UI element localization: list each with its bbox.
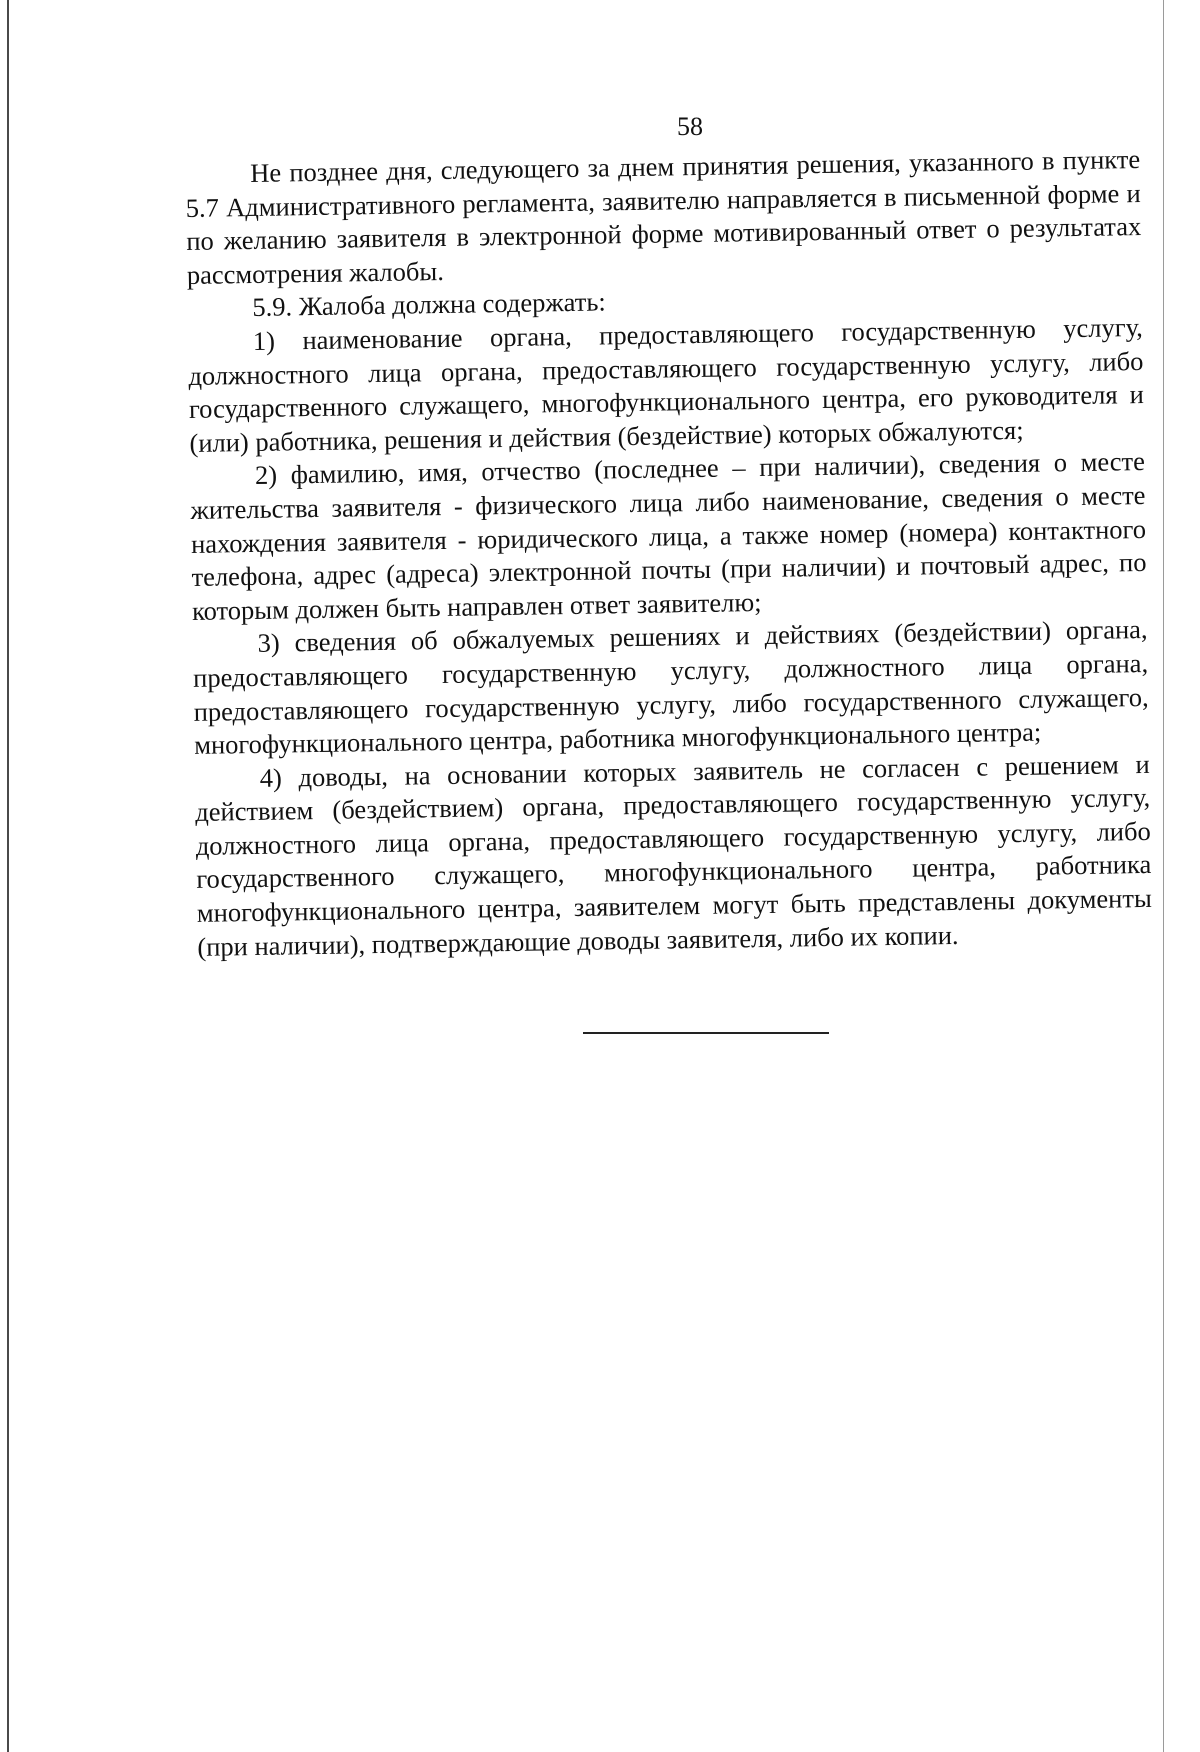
list-item-4: 4) доводы, на основании которых заявитель не согласен с решением и действием (бездействием) органа, предоставляющего государственную услугу, должностного лица органа, предоставляющего государственную услугу, либо государственного служащего, многофункционального центра, работника многофункционального центра, заявителем могут быть представлены документы (при наличии), подтверждающие доводы заявителя, либо их копии. (195, 748, 1152, 962)
page-number: 58 (677, 112, 703, 141)
scan-edge-right (1163, 0, 1164, 1752)
list-item-2: 2) фамилию, имя, отчество (последнее – при наличии), сведения о месте жительства заявителя - физического лица либо наименование, сведения о месте нахождения заявителя - юридического лица, а также номер (номера) контактного телефона, адрес (адреса) электронной почты (при наличии) и почтовый адрес, по которым должен быть направлен ответ заявителю; (190, 446, 1147, 626)
paragraph-response-deadline: Не позднее дня, следующего за днем принятия решения, указанного в пункте 5.7 Административного регламента, заявителю направляется в письменной форме и по желанию заявителя в электронной форме мотивированный ответ о результатах рассмотрения жалобы. (185, 143, 1142, 290)
list-item-3: 3) сведения об обжалуемых решениях и действиях (бездействии) органа, предоставляющего государственную услугу, должностного лица органа, предоставляющего государственную услугу, либо государственного служащего, многофункционального центра, работника многофункционального центра; (192, 614, 1149, 761)
end-separator-line (583, 1032, 829, 1034)
document-body (185, 143, 1153, 964)
paragraph-5-9-heading: 5.9. Жалоба должна содержать: (252, 286, 606, 323)
list-item-1: 1) наименование органа, предоставляющего государственную услугу, должностного лица органа, предоставляющего государственную услугу, либо государственного служащего, многофункционального центра, его руководителя и (или) работника, решения и действия (бездействие) которых обжалуются; (188, 311, 1145, 458)
scan-edge-left (7, 0, 9, 1752)
